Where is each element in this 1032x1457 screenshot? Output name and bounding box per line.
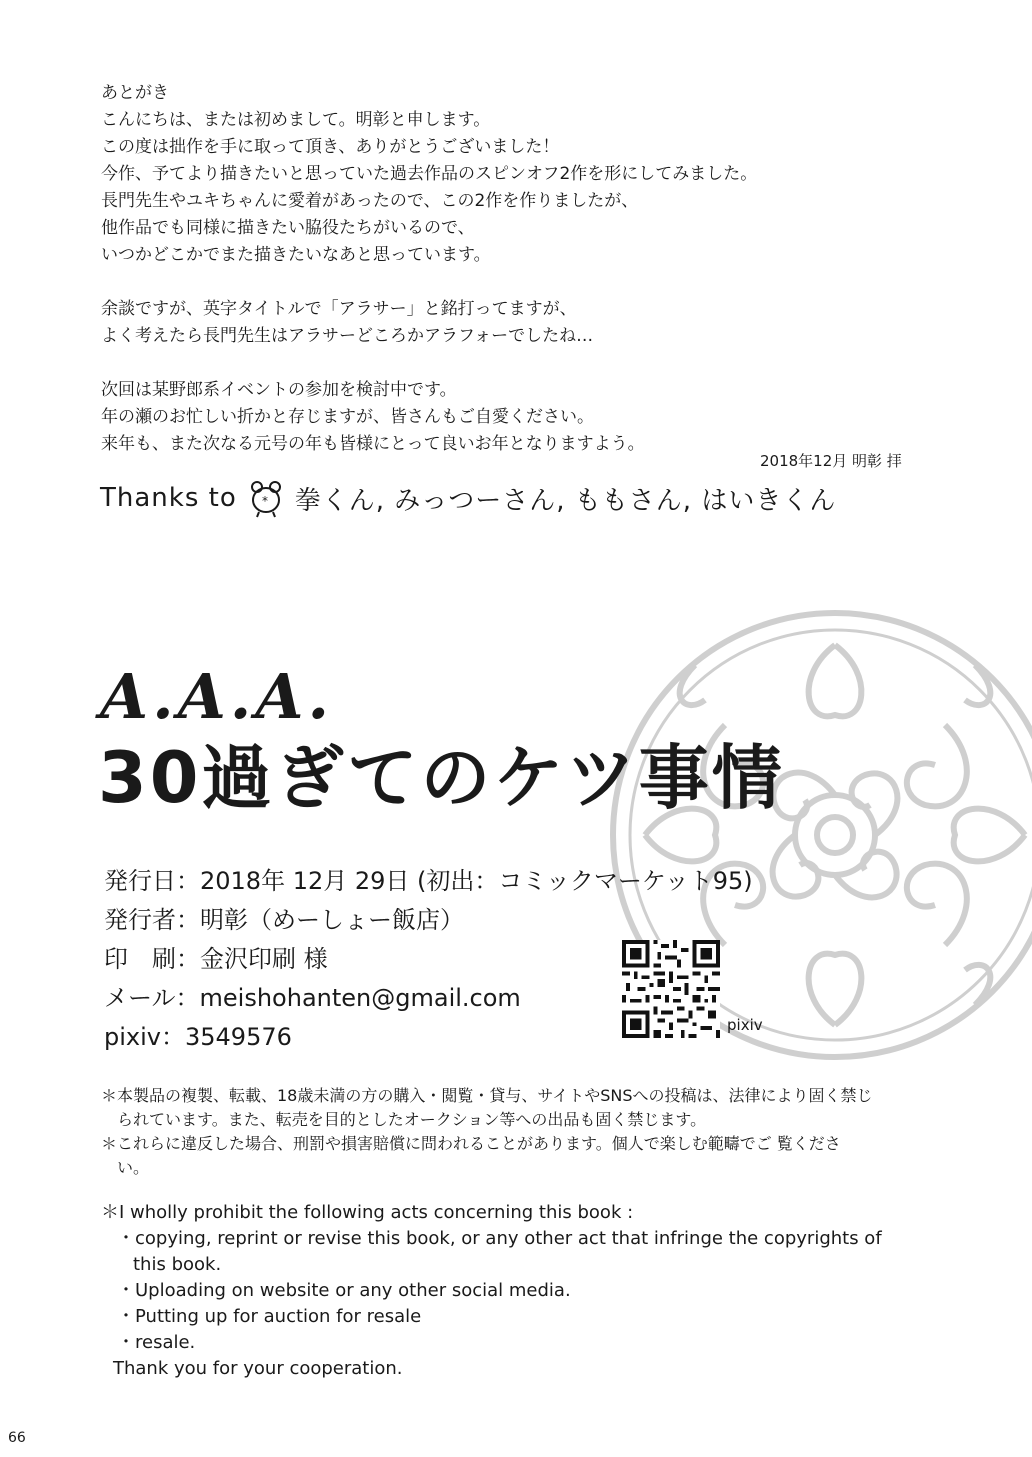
colophon-value: 明彰（めーしょー飯店） — [200, 906, 464, 934]
afterword-line: 次回は某野郎系イベントの参加を検討中です。 — [101, 380, 457, 400]
notice-line: ＊本製品の複製、転載、18歳未満の方の購入・閲覧・貸与、サイトやSNSへの投稿は、法律により固く禁じ — [101, 1086, 873, 1105]
afterword-line: 来年も、また次なる元号の年も皆様にとって良いお年となりますよう。 — [101, 434, 645, 454]
notice-item: ・resale. — [117, 1332, 196, 1353]
colophon-row-printer: 印 刷：金沢印刷 様 — [104, 945, 328, 973]
notice-item: ・copying, reprint or revise this book, or any other act that infringe the copyrights of — [117, 1228, 882, 1249]
afterword-line: この度は拙作を手に取って頂き、ありがとうございました！ — [101, 137, 560, 157]
notice-english — [101, 1200, 961, 1382]
colophon-label: 発行者 — [104, 906, 176, 934]
afterword-heading: あとがき — [101, 83, 169, 103]
notice-item: ・Putting up for auction for resale — [117, 1306, 422, 1327]
notice-line: ＊これらに違反した場合、刑罰や損害賠償に問われることがあります。個人で楽しむ範疇でご 覧くださ — [101, 1134, 841, 1153]
afterword-paragraph-3 — [101, 377, 861, 458]
colophon-value: meishohanten@gmail.com — [199, 984, 521, 1012]
title-english: A.A.A. — [100, 660, 334, 733]
afterword-paragraph-1 — [101, 80, 861, 269]
afterword-paragraph-2 — [101, 296, 861, 350]
svg-text:*: * — [261, 494, 269, 508]
colophon-row-email: メール：meishohanten@gmail.com — [104, 984, 521, 1012]
notice-closing: Thank you for your cooperation. — [113, 1358, 403, 1379]
notice-item-continued: this book. — [133, 1254, 222, 1275]
colophon-value: 3549576 — [184, 1023, 292, 1051]
colophon-label: pixiv — [104, 1023, 161, 1051]
qr-label: pixiv — [727, 1016, 763, 1034]
notice-item: ・Uploading on website or any other social media. — [117, 1280, 571, 1301]
colophon-label: メール — [104, 984, 176, 1012]
afterword-line: こんにちは、または初めまして。明彰と申します。 — [101, 110, 491, 130]
afterword-line: 今作、予てより描きたいと思っていた過去作品のスピンオフ2作を形にしてみました。 — [101, 164, 758, 184]
page-number: 66 — [8, 1430, 26, 1446]
thanks-handwritten — [100, 473, 836, 523]
notice-japanese — [101, 1084, 961, 1180]
notice-line: られています。また、転売を目的としたオークション等への出品も固く禁じます。 — [117, 1110, 707, 1129]
afterword-signature: 2018年12月 明彰 拝 — [760, 452, 902, 470]
colophon-row-publisher: 発行者：明彰（めーしょー飯店） — [104, 906, 464, 934]
afterword-line: 年の瀬のお忙しい折かと存じますが、皆さんもご自愛ください。 — [101, 407, 594, 427]
afterword — [101, 80, 861, 485]
afterword-line: よく考えたら長門先生はアラサーどころかアラフォーでしたね… — [101, 326, 594, 346]
notice-heading: ＊I wholly prohibit the following acts concerning this book : — [101, 1202, 634, 1223]
title-japanese: 30過ぎてのケツ事情 — [98, 737, 785, 819]
colophon-label: 印 刷 — [104, 945, 176, 973]
afterword-line: 長門先生やユキちゃんに愛着があったので、この2作を作りましたが、 — [101, 191, 639, 211]
colophon-row-date: 発行日：2018年 12月 29日 (初出：コミックマーケット95) — [104, 867, 753, 895]
thanks-prefix: Thanks to — [100, 483, 237, 513]
colophon-label: 発行日 — [104, 867, 176, 895]
colophon-value: 金沢印刷 様 — [200, 945, 328, 973]
colophon-row-pixiv: pixiv：3549576 — [104, 1023, 292, 1051]
qr-code-icon — [622, 940, 720, 1038]
afterword-line: 他作品でも同様に描きたい脇役たちがいるので、 — [101, 218, 475, 238]
notice-line: い。 — [117, 1158, 150, 1177]
mascot-doodle-icon — [245, 478, 287, 518]
thanks-names: 拳くん, みっつーさん, ももさん, はいきくん — [294, 485, 837, 516]
afterword-line: いつかどこかでまた描きたいなあと思っています。 — [101, 245, 491, 265]
afterword-line: 余談ですが、英字タイトルで「アラサー」と銘打ってますが、 — [101, 299, 577, 319]
colophon-value: 2018年 12月 29日 (初出：コミックマーケット95) — [200, 867, 753, 895]
